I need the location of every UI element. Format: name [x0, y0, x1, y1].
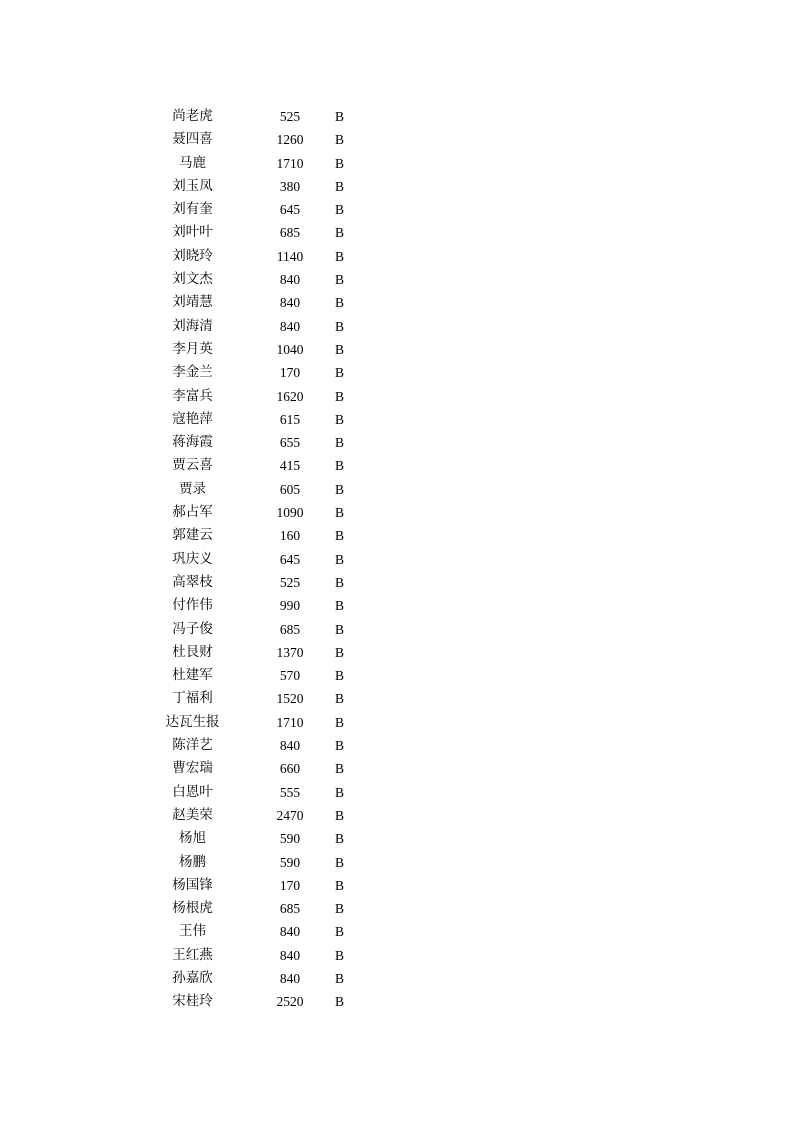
cell-amount: 170 — [279, 877, 301, 893]
cell-name: 冯子俊 — [172, 620, 213, 637]
cell-name: 赵美荣 — [172, 806, 213, 823]
cell-amount: 1260 — [276, 132, 304, 148]
table-row — [140, 548, 395, 571]
cell-grade: B — [335, 341, 345, 357]
cell-name: 杨国锋 — [172, 876, 213, 893]
cell-amount: 525 — [279, 109, 301, 124]
cell-name: 杨鹏 — [179, 853, 206, 870]
cell-grade: B — [335, 738, 345, 754]
cell-name: 寇艳萍 — [172, 410, 213, 427]
cell-amount: 840 — [279, 924, 301, 940]
table-row — [140, 454, 395, 477]
cell-amount: 415 — [279, 458, 301, 474]
cell-grade: B — [335, 155, 345, 171]
cell-amount: 1040 — [276, 341, 304, 357]
cell-amount: 990 — [279, 598, 301, 614]
cell-grade: B — [335, 668, 345, 684]
table-row — [140, 711, 395, 734]
table-row — [140, 874, 395, 897]
cell-amount: 525 — [279, 574, 301, 590]
cell-name: 刘有奎 — [172, 201, 213, 218]
cell-amount: 590 — [279, 831, 301, 847]
cell-grade: B — [335, 598, 345, 614]
cell-amount: 840 — [279, 318, 301, 334]
cell-amount: 1620 — [276, 388, 304, 404]
cell-amount: 555 — [279, 784, 301, 800]
table-row — [140, 501, 395, 524]
table-row — [140, 944, 395, 967]
cell-amount: 1710 — [276, 155, 304, 171]
table-row — [140, 641, 395, 664]
cell-amount: 2520 — [276, 994, 304, 1010]
cell-grade: B — [335, 621, 345, 637]
cell-name: 聂四喜 — [172, 131, 213, 148]
table-row — [140, 804, 395, 827]
cell-amount: 1370 — [276, 644, 304, 660]
table-row — [140, 734, 395, 757]
cell-amount: 570 — [279, 668, 301, 684]
cell-amount: 1520 — [276, 691, 304, 707]
cell-grade: B — [335, 970, 345, 986]
cell-grade: B — [335, 481, 345, 497]
table-row — [140, 152, 395, 175]
cell-name: 杜艮财 — [172, 643, 213, 660]
cell-amount: 160 — [279, 528, 301, 544]
table-row — [140, 571, 395, 594]
cell-grade: B — [335, 458, 345, 474]
cell-amount: 2470 — [276, 807, 304, 823]
cell-name: 王伟 — [179, 923, 206, 940]
table-row — [140, 431, 395, 454]
table-row — [140, 315, 395, 338]
cell-amount: 840 — [279, 272, 301, 288]
cell-grade: B — [335, 551, 345, 567]
cell-grade: B — [335, 248, 345, 264]
cell-name: 尚老虎 — [172, 108, 213, 124]
cell-grade: B — [335, 877, 345, 893]
cell-grade: B — [335, 225, 345, 241]
table-row — [140, 851, 395, 874]
cell-grade: B — [335, 784, 345, 800]
cell-grade: B — [335, 109, 345, 124]
cell-amount: 645 — [279, 202, 301, 218]
table-row — [140, 128, 395, 151]
cell-amount: 590 — [279, 854, 301, 870]
cell-name: 郭建云 — [172, 527, 213, 544]
cell-name: 刘文杰 — [172, 271, 213, 288]
cell-amount: 685 — [279, 901, 301, 917]
table-row — [140, 268, 395, 291]
cell-grade: B — [335, 924, 345, 940]
cell-grade: B — [335, 947, 345, 963]
cell-grade: B — [335, 505, 345, 521]
cell-grade: B — [335, 132, 345, 148]
table-row — [140, 385, 395, 408]
cell-name: 杨根虎 — [172, 900, 213, 917]
cell-grade: B — [335, 178, 345, 194]
table-row — [140, 618, 395, 641]
cell-name: 李金兰 — [172, 364, 213, 381]
table-row — [140, 338, 395, 361]
table-row — [140, 990, 395, 1013]
cell-name: 贾云喜 — [172, 457, 213, 474]
table-row — [140, 897, 395, 920]
table-row — [140, 245, 395, 268]
cell-grade: B — [335, 272, 345, 288]
cell-grade: B — [335, 574, 345, 590]
table-row — [140, 198, 395, 221]
cell-grade: B — [335, 644, 345, 660]
table-row — [140, 781, 395, 804]
table-row — [140, 221, 395, 244]
cell-amount: 605 — [279, 481, 301, 497]
cell-amount: 660 — [279, 761, 301, 777]
records-table — [140, 105, 395, 1014]
cell-amount: 840 — [279, 738, 301, 754]
cell-amount: 645 — [279, 551, 301, 567]
table-row — [140, 291, 395, 314]
cell-amount: 840 — [279, 970, 301, 986]
table-row — [140, 920, 395, 943]
cell-grade: B — [335, 411, 345, 427]
cell-name: 孙嘉欣 — [172, 969, 213, 986]
table-row — [140, 105, 395, 128]
cell-grade: B — [335, 854, 345, 870]
cell-amount: 1710 — [276, 714, 304, 730]
cell-name: 李富兵 — [172, 387, 213, 404]
table-row — [140, 687, 395, 710]
table-row — [140, 594, 395, 617]
cell-amount: 380 — [279, 178, 301, 194]
cell-grade: B — [335, 691, 345, 707]
cell-amount: 1140 — [276, 248, 304, 264]
cell-name: 刘海清 — [172, 317, 213, 334]
cell-grade: B — [335, 318, 345, 334]
cell-name: 丁福利 — [172, 690, 213, 707]
cell-grade: B — [335, 807, 345, 823]
records-table-body — [140, 105, 395, 1014]
cell-name: 杨旭 — [179, 830, 206, 847]
table-row — [140, 361, 395, 384]
table-row — [140, 478, 395, 501]
cell-grade: B — [335, 901, 345, 917]
cell-name: 李月英 — [172, 340, 213, 357]
cell-name: 郝占军 — [172, 504, 213, 521]
cell-amount: 170 — [279, 365, 301, 381]
cell-amount: 685 — [279, 225, 301, 241]
cell-amount: 615 — [279, 411, 301, 427]
cell-name: 杜建军 — [172, 667, 213, 684]
cell-grade: B — [335, 435, 345, 451]
cell-name: 白恩叶 — [172, 783, 213, 800]
cell-name: 贾录 — [179, 480, 206, 497]
cell-amount: 655 — [279, 435, 301, 451]
table-row — [140, 827, 395, 850]
cell-name: 巩庆义 — [172, 550, 213, 567]
table-row — [140, 408, 395, 431]
cell-name: 陈洋艺 — [172, 737, 213, 754]
cell-name: 高翠枝 — [172, 573, 213, 590]
table-row — [140, 757, 395, 780]
table-row — [140, 967, 395, 990]
cell-name: 刘晓玲 — [172, 247, 213, 264]
cell-grade: B — [335, 994, 345, 1010]
cell-name: 刘靖慧 — [172, 294, 213, 311]
cell-amount: 685 — [279, 621, 301, 637]
cell-grade: B — [335, 202, 345, 218]
table-row — [140, 524, 395, 547]
cell-grade: B — [335, 528, 345, 544]
cell-amount: 1090 — [276, 505, 304, 521]
cell-name: 曹宏瑞 — [172, 760, 213, 777]
cell-name: 付作伟 — [172, 597, 213, 614]
cell-name: 刘叶叶 — [172, 224, 213, 241]
cell-grade: B — [335, 714, 345, 730]
cell-grade: B — [335, 295, 345, 311]
cell-name: 蒋海霞 — [172, 434, 213, 451]
cell-name: 王红燕 — [172, 946, 213, 963]
cell-amount: 840 — [279, 295, 301, 311]
cell-name: 马鹿 — [179, 154, 206, 171]
cell-amount: 840 — [279, 947, 301, 963]
table-row — [140, 664, 395, 687]
table-row — [140, 175, 395, 198]
cell-grade: B — [335, 761, 345, 777]
cell-grade: B — [335, 365, 345, 381]
cell-grade: B — [335, 388, 345, 404]
cell-name: 宋桂玲 — [172, 993, 213, 1010]
cell-name: 达瓦生报 — [165, 713, 220, 730]
cell-grade: B — [335, 831, 345, 847]
cell-name: 刘玉凤 — [172, 177, 213, 194]
